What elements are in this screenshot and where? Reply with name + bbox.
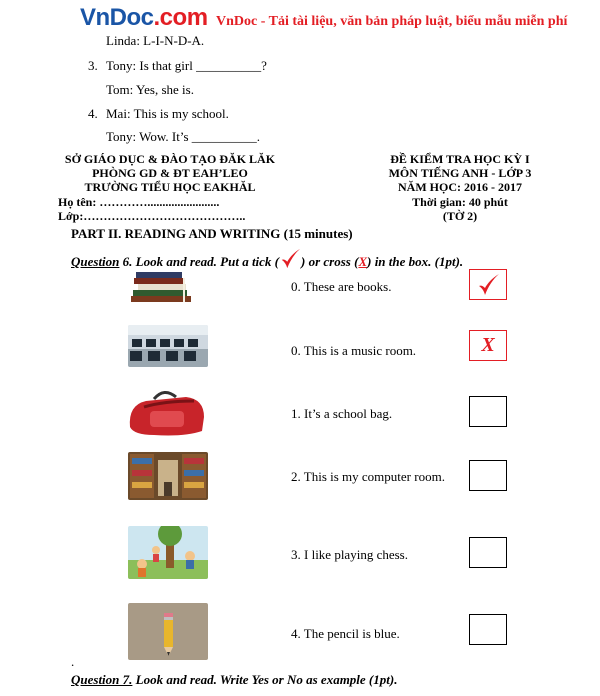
class-field: Lớp:………………………………….. (58, 209, 246, 223)
school-bag-icon (124, 387, 208, 439)
answer-box-3[interactable] (469, 537, 507, 568)
site-tagline: VnDoc - Tải tài liệu, văn bản pháp luật, biểu mẫu miễn phí (216, 14, 568, 29)
dialogue-q4-line2: Tony: Wow. It’s __________. (106, 129, 261, 144)
item-2-sentence: 2. This is my computer room. (291, 469, 445, 484)
item-number-4: 4. (88, 106, 98, 121)
dialogue-linda: Linda: L-I-N-D-A. (106, 33, 205, 48)
answer-box-0a[interactable] (469, 269, 507, 300)
computer-room-icon (128, 325, 208, 367)
books-icon (128, 270, 196, 303)
answer-box-1[interactable] (469, 396, 507, 427)
part-title: PART II. READING AND WRITING (15 minutes) (71, 226, 353, 241)
item-number-3: 3. (88, 58, 98, 73)
exam-time: Thời gian: 40 phút (412, 195, 508, 209)
tick-icon (279, 248, 301, 270)
item-4-sentence: 4. The pencil is blue. (291, 626, 400, 641)
question-7-label: Question 7. (71, 672, 133, 687)
question-6-label: Question (71, 254, 120, 269)
exam-sheet: (TỜ 2) (442, 209, 478, 223)
header-school: TRƯỜNG TIỂU HỌC EAKHĂL (84, 180, 256, 194)
kids-playing-icon (128, 526, 208, 579)
dialogue-q3-line2: Tom: Yes, she is. (106, 82, 194, 97)
dialogue-q3-line1: Tony: Is that girl __________? (106, 58, 267, 73)
cross-sample: X (358, 254, 368, 269)
answer-box-2[interactable] (469, 460, 507, 491)
answer-box-4[interactable] (469, 614, 507, 645)
header-office: PHÒNG GD & ĐT EAH’LEO (92, 166, 248, 180)
exam-title: ĐỀ KIỂM TRA HỌC KỲ I (390, 152, 530, 166)
item-0b-sentence: 0. This is a music room. (291, 343, 417, 358)
pencil-icon (128, 603, 208, 660)
question-7-instruction: Question 7. Look and read. Write Yes or No as example (1pt). (71, 672, 398, 687)
tick-icon (476, 273, 500, 297)
stray-dot: . (71, 654, 75, 669)
exam-year: NĂM HỌC: 2016 - 2017 (398, 180, 522, 194)
item-3-sentence: 3. I like playing chess. (291, 547, 408, 562)
header-department: SỞ GIÁO DỤC & ĐÀO TẠO ĐĂK LĂK (64, 152, 276, 166)
cross-mark: X (481, 334, 495, 356)
exam-subject: MÔN TIẾNG ANH - LỚP 3 (388, 166, 532, 180)
item-0a-sentence: 0. These are books. (291, 279, 392, 294)
answer-box-0b[interactable] (469, 330, 507, 361)
item-1-sentence: 1. It’s a school bag. (291, 406, 393, 421)
name-field: Họ tên: …………........................ (58, 195, 220, 209)
dialogue-q4-line1: Mai: This is my school. (106, 106, 229, 121)
question-6-instruction: Question 6. Look and read. Put a tick ( ) or cross (X) in the box. (1pt). (71, 248, 463, 270)
library-icon (128, 452, 208, 500)
vndoc-logo[interactable]: VnDoc.com (80, 4, 208, 31)
